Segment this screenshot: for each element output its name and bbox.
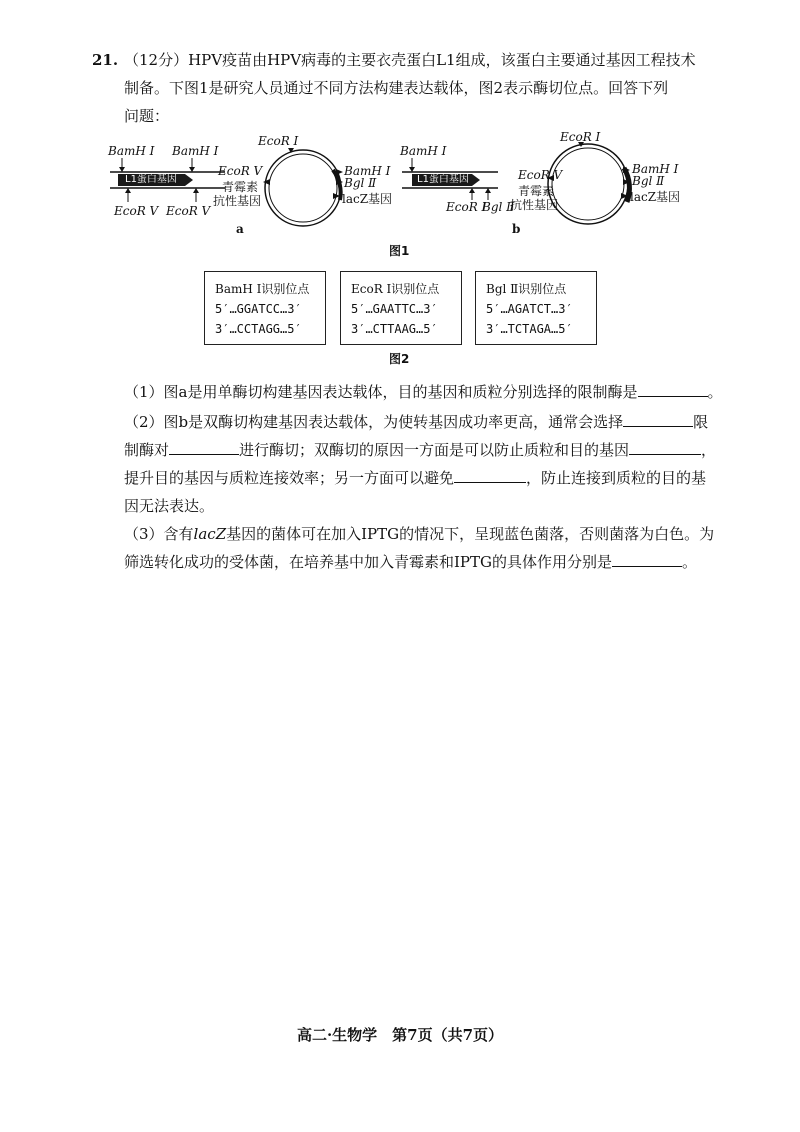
subquestion-2-line3: 提升目的基因与质粒连接效率；另一方面可以避免 ，防止连接到质粒的目的基 — [124, 463, 706, 493]
figure2-box-bamh1 — [204, 271, 326, 345]
answer-blank-3[interactable] — [612, 550, 682, 567]
question-stem-line3: 问题： — [124, 107, 170, 125]
figure1-panel-b — [398, 130, 698, 240]
panel-a-gene-label: L1蛋白基因 — [122, 174, 180, 186]
panel-a-ecorv-left: EcoR Ⅴ — [114, 204, 159, 218]
panel-a-resistance: 青霉素 — [222, 180, 259, 194]
panel-a-resistance2: 抗性基因 — [213, 194, 262, 208]
page-footer: 高二·生物学 第7页（共7页） — [296, 1026, 504, 1044]
panel-b-label: b — [512, 222, 521, 236]
box-top-strand: 5′…AGATCT…3′ — [486, 302, 573, 316]
question-stem-line1: （12分）HPV疫苗由HPV病毒的主要衣壳蛋白L1组成，该蛋白主要通过基因工程技术 — [124, 51, 696, 69]
answer-blank-1[interactable] — [638, 380, 708, 397]
panel-b-ecori-bottom: EcoR Ⅰ — [446, 200, 487, 214]
answer-blank-2c[interactable] — [629, 438, 701, 455]
panel-a-lacz: lacZ基因 — [342, 192, 393, 206]
panel-b-resistance2: 抗性基因 — [510, 198, 559, 212]
figure2-box-bgl2 — [475, 271, 597, 345]
question-stem-line2: 制备。下图1是研究人员通过不同方法构建表达载体，图2表示酶切位点。回答下列 — [124, 79, 669, 97]
question-number: 21. — [92, 51, 119, 69]
panel-a-ecorv-right: EcoR Ⅴ — [166, 204, 211, 218]
panel-b-bgl2-bottom: Bgl Ⅱ — [482, 200, 515, 214]
panel-b-plasmid-ecori: EcoR Ⅰ — [560, 130, 601, 144]
box-title: BamH Ⅰ识别位点 — [215, 282, 310, 296]
figure1-caption: 图1 — [389, 244, 410, 258]
panel-a-bamh1-left: BamH Ⅰ — [108, 144, 155, 158]
box-bottom-strand: 3′…CTTAAG…5′ — [351, 322, 438, 336]
panel-a-bamh1-right: BamH Ⅰ — [172, 144, 219, 158]
subquestion-3-line1: （3）含有lacZ基因的菌体可在加入IPTG的情况下，呈现蓝色菌落，否则菌落为白色。为 — [124, 525, 715, 543]
panel-b-resistance: 青霉素 — [518, 184, 555, 198]
panel-b-plasmid-ecorv: EcoR Ⅴ — [518, 168, 563, 182]
panel-a-label: a — [236, 222, 244, 236]
panel-b-plasmid-bgl2: Bgl Ⅱ — [632, 174, 665, 188]
panel-b-lacz: lacZ基因 — [630, 190, 681, 204]
box-title: Bgl Ⅱ识别位点 — [486, 282, 567, 296]
figure2-caption: 图2 — [389, 352, 410, 366]
panel-b-plasmid-bamh1: BamH Ⅰ — [632, 162, 679, 176]
box-top-strand: 5′…GAATTC…3′ — [351, 302, 438, 316]
figure1-panel-a — [100, 130, 393, 240]
panel-a-plasmid-ecori: EcoR Ⅰ — [258, 134, 299, 148]
subquestion-2-line1: （2）图b是双酶切构建基因表达载体，为使转基因成功率更高，通常会选择 限 — [124, 407, 708, 437]
panel-a-plasmid-bgl2: Bgl Ⅱ — [344, 176, 377, 190]
panel-a-plasmid-ecorv: EcoR Ⅴ — [218, 164, 263, 178]
box-bottom-strand: 3′…TCTAGA…5′ — [486, 322, 573, 336]
answer-blank-2a[interactable] — [623, 410, 693, 427]
panel-b-bamh1: BamH Ⅰ — [400, 144, 447, 158]
subquestion-3-line2: 筛选转化成功的受体菌，在培养基中加入青霉素和IPTG的具体作用分别是 。 — [124, 547, 697, 577]
figure2-box-ecori — [340, 271, 462, 345]
panel-a-plasmid-bamh1: BamH Ⅰ — [344, 164, 391, 178]
subquestion-2-line4: 因无法表达。 — [124, 497, 215, 515]
answer-blank-2d[interactable] — [454, 466, 526, 483]
subquestion-1: （1）图a是用单酶切构建基因表达载体，目的基因和质粒分别选择的限制酶是 。 — [124, 377, 723, 407]
box-top-strand: 5′…GGATCC…3′ — [215, 302, 302, 316]
answer-blank-2b[interactable] — [169, 438, 239, 455]
subquestion-2-line2: 制酶对 进行酶切；双酶切的原因一方面是可以防止质粒和目的基因 ， — [124, 435, 716, 465]
box-title: EcoR Ⅰ识别位点 — [351, 282, 440, 296]
panel-b-gene-label: L1蛋白基因 — [414, 174, 472, 186]
box-bottom-strand: 3′…CCTAGG…5′ — [215, 322, 302, 336]
